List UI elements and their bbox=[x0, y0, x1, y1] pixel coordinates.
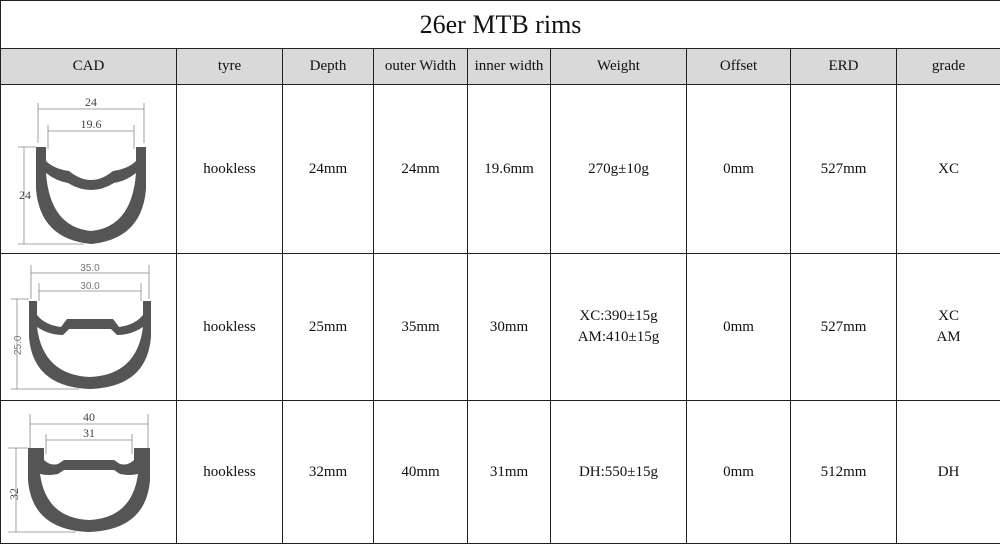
grade-line: DH bbox=[937, 463, 960, 480]
header-weight: Weight bbox=[551, 49, 687, 85]
offset-cell: 0mm bbox=[687, 401, 791, 544]
grade-cell bbox=[897, 401, 1000, 544]
tyre-cell: hookless bbox=[177, 401, 283, 544]
table-row bbox=[1, 401, 1000, 544]
weight-line: XC:390±15g bbox=[579, 308, 658, 324]
grade-line: XC bbox=[938, 308, 959, 324]
erd-cell: 512mm bbox=[791, 401, 897, 544]
header-offset: Offset bbox=[687, 49, 791, 85]
rim-profile-drawing bbox=[6, 404, 171, 540]
cad-drawing-cell bbox=[1, 254, 177, 401]
table-row bbox=[1, 254, 1000, 401]
tyre-cell: hookless bbox=[177, 254, 283, 401]
header-outer-width: outer Width bbox=[374, 49, 468, 85]
offset-cell: 0mm bbox=[687, 85, 791, 254]
rim-profile-shape bbox=[28, 448, 150, 532]
cad-drawing-cell bbox=[1, 401, 177, 544]
header-tyre: tyre bbox=[177, 49, 283, 85]
inner-width-cell: 31mm bbox=[468, 401, 551, 544]
depth-cell: 24mm bbox=[283, 85, 374, 254]
grade-line: AM bbox=[936, 329, 961, 345]
depth-cell: 32mm bbox=[283, 401, 374, 544]
inner-width-label: 19.6 bbox=[80, 117, 101, 131]
rim-profile-drawing bbox=[9, 257, 169, 397]
inner-width-cell: 30mm bbox=[468, 254, 551, 401]
header-row bbox=[1, 49, 1000, 85]
inner-width-cell: 19.6mm bbox=[468, 85, 551, 254]
rim-profile-shape bbox=[29, 301, 151, 389]
outer-width-label: 24 bbox=[84, 95, 97, 109]
depth-cell: 25mm bbox=[283, 254, 374, 401]
depth-label: 32 bbox=[7, 488, 21, 500]
weight-cell bbox=[551, 254, 687, 401]
rim-profile-drawing bbox=[14, 89, 164, 249]
grade-line: XC bbox=[938, 160, 959, 177]
inner-width-label: 31 bbox=[83, 426, 95, 440]
cad-drawing-cell bbox=[1, 85, 177, 254]
header-inner-width: inner width bbox=[468, 49, 551, 85]
outer-width-cell: 24mm bbox=[374, 85, 468, 254]
weight-line: AM:410±15g bbox=[577, 329, 660, 345]
header-erd: ERD bbox=[791, 49, 897, 85]
inner-width-label: 30.0 bbox=[79, 281, 100, 292]
weight-line: DH:550±15g bbox=[578, 463, 659, 480]
weight-line: 270g±10g bbox=[588, 160, 649, 177]
header-cad: CAD bbox=[1, 49, 177, 85]
header-grade: grade bbox=[897, 49, 1000, 85]
outer-width-cell: 35mm bbox=[374, 254, 468, 401]
offset-cell: 0mm bbox=[687, 254, 791, 401]
grade-cell bbox=[897, 85, 1000, 254]
grade-cell bbox=[897, 254, 1000, 401]
table-row bbox=[1, 85, 1000, 254]
table-title: 26er MTB rims bbox=[1, 1, 1000, 49]
outer-width-label: 40 bbox=[83, 410, 95, 424]
outer-width-label: 35.0 bbox=[79, 263, 100, 274]
weight-cell bbox=[551, 85, 687, 254]
weight-cell bbox=[551, 401, 687, 544]
outer-width-cell: 40mm bbox=[374, 401, 468, 544]
depth-label: 24 bbox=[18, 188, 31, 202]
erd-cell: 527mm bbox=[791, 85, 897, 254]
depth-label: 25.0 bbox=[12, 335, 24, 355]
rim-profile-shape bbox=[36, 147, 146, 244]
erd-cell: 527mm bbox=[791, 254, 897, 401]
header-depth: Depth bbox=[283, 49, 374, 85]
tyre-cell: hookless bbox=[177, 85, 283, 254]
